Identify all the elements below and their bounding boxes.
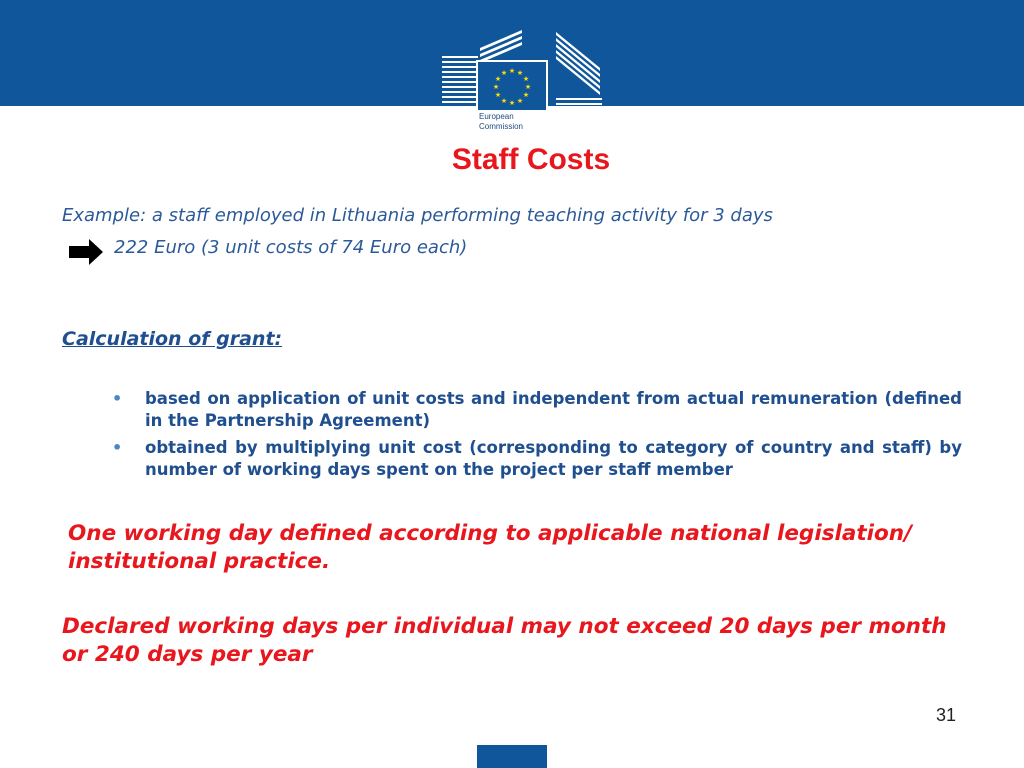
right-arrow-icon — [69, 239, 103, 265]
svg-text:★: ★ — [500, 69, 508, 77]
page-number: 31 — [936, 705, 957, 725]
svg-text:★: ★ — [522, 91, 530, 99]
svg-text:★: ★ — [508, 99, 516, 107]
calculation-bullet-list — [112, 388, 962, 486]
logo-text: European Commission — [479, 112, 524, 131]
list-item — [112, 388, 962, 432]
svg-text:★: ★ — [494, 91, 502, 99]
example-result: 222 Euro (3 unit costs of 74 Euro each) — [114, 237, 468, 258]
declared-days-note: Declared working days per individual may not exceed 20 days per month or 240 days per year — [62, 614, 947, 667]
list-item — [112, 437, 962, 481]
slide-title: Staff Costs — [451, 143, 611, 176]
svg-text:★: ★ — [522, 75, 530, 83]
working-day-note: One working day defined according to applicable national legislation/ institutional practice. — [68, 521, 912, 574]
bullet-text: obtained by multiplying unit cost (corresponding to category of country and staff) by number of working days spent on the project per staff member — [145, 438, 962, 479]
svg-text:★: ★ — [494, 75, 502, 83]
svg-text:★: ★ — [500, 97, 508, 105]
bullet-icon: • — [112, 438, 123, 457]
bullet-icon: • — [112, 389, 123, 408]
calculation-heading: Calculation of grant: — [62, 328, 283, 350]
footer-tab — [477, 745, 547, 768]
svg-text:★: ★ — [508, 67, 516, 75]
example-text: Example: a staff employed in Lithuania performing teaching activity for 3 days — [62, 205, 773, 226]
svg-text:★: ★ — [524, 83, 532, 91]
svg-text:★: ★ — [516, 97, 524, 105]
svg-text:★: ★ — [492, 83, 500, 91]
european-commission-logo — [440, 28, 608, 142]
bullet-text: based on application of unit costs and independent from actual remuneration (defined in the Partnership Agreement) — [145, 389, 962, 430]
svg-text:★: ★ — [516, 69, 524, 77]
